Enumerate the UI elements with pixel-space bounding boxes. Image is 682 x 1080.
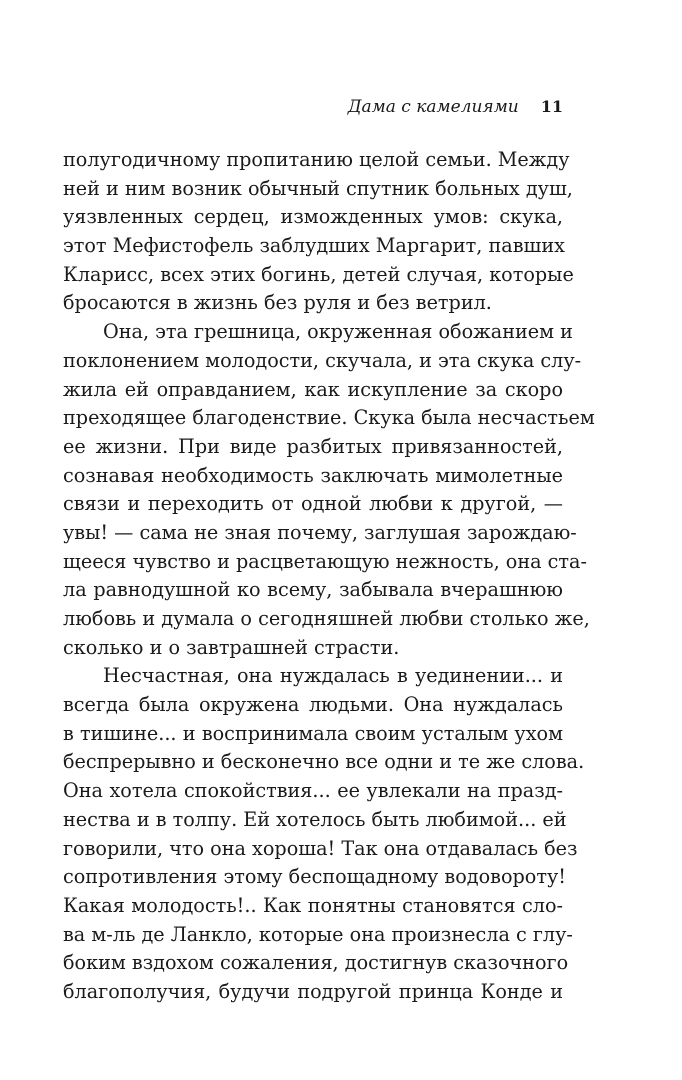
- running-head: [320, 96, 563, 118]
- text-line: беспрерывно и бесконечно все одни и те же слова.: [63, 750, 585, 774]
- text-line: уязвленных сердец, изможденных умов: скука,: [63, 205, 563, 229]
- paragraph-1: [63, 146, 574, 318]
- text-line: увы! — сама не зная почему, заглушая зарождаю-: [63, 520, 577, 544]
- text-line: Несчастная, она нуждалась в уединении... и: [103, 664, 563, 688]
- text-line: бросаются в жизнь без руля и без ветрил.: [63, 291, 492, 315]
- text-line: связи и переходить от одной любви к другой, —: [63, 492, 563, 516]
- text-line: этот Мефистофель заблудших Маргарит, павших: [63, 234, 565, 258]
- body-text: [63, 146, 595, 1007]
- text-line: ва м-ль де Ланкло, которые она произнесла с глу-: [63, 922, 573, 946]
- page-number: 11: [540, 97, 563, 116]
- text-line: всегда была окружена людьми. Она нуждалась: [63, 693, 563, 717]
- text-line: ла равнодушной ко всему, забывала вчерашнюю: [63, 578, 563, 602]
- text-line: Какая молодость!.. Как понятны становятся сло-: [63, 893, 563, 917]
- running-title: Дама с камелиями: [347, 97, 519, 117]
- text-line: Кларисс, всех этих богинь, детей случая, которые: [63, 262, 574, 286]
- text-line: ней и ним возник обычный спутник больных душ,: [63, 176, 573, 200]
- text-line: благополучия, будучи подругой принца Конде и: [63, 979, 563, 1003]
- text-line: щееся чувство и расцветающую нежность, она ста-: [63, 549, 587, 573]
- text-line: сопротивления этому беспощадному водовороту!: [63, 865, 566, 889]
- text-line: боким вздохом сожаления, достигнув сказочного: [63, 951, 569, 975]
- text-line: преходящее благоденствие. Скука была несчастьем: [63, 406, 595, 430]
- text-line: в тишине... и воспринимала своим усталым ухом: [63, 721, 563, 745]
- text-line: поклонением молодости, скучала, и эта скука слу-: [63, 348, 582, 372]
- text-line: сколько и о завтрашней страсти.: [63, 635, 400, 659]
- paragraph-3: [63, 662, 585, 1006]
- text-line: говорили, что она хороша! Так она отдавалась без: [63, 836, 578, 860]
- text-line: полугодичному пропитанию целой семьи. Между: [63, 148, 570, 171]
- paragraph-2: [63, 318, 595, 662]
- text-line: нества и в толпу. Ей хотелось быть любимой... ей: [63, 807, 567, 831]
- text-line: жила ей оправданием, как искупление за скоро: [63, 377, 563, 401]
- text-line: сознавая необходимость заключать мимолетные: [63, 463, 563, 487]
- text-line: ее жизни. При виде разбитых привязанностей,: [63, 434, 563, 458]
- text-line: любовь и думала о сегодняшней любви столько же,: [63, 607, 590, 630]
- text-line: Она, эта грешница, окруженная обожанием и: [103, 320, 573, 344]
- text-line: Она хотела спокойствия... ее увлекали на празд-: [63, 779, 563, 803]
